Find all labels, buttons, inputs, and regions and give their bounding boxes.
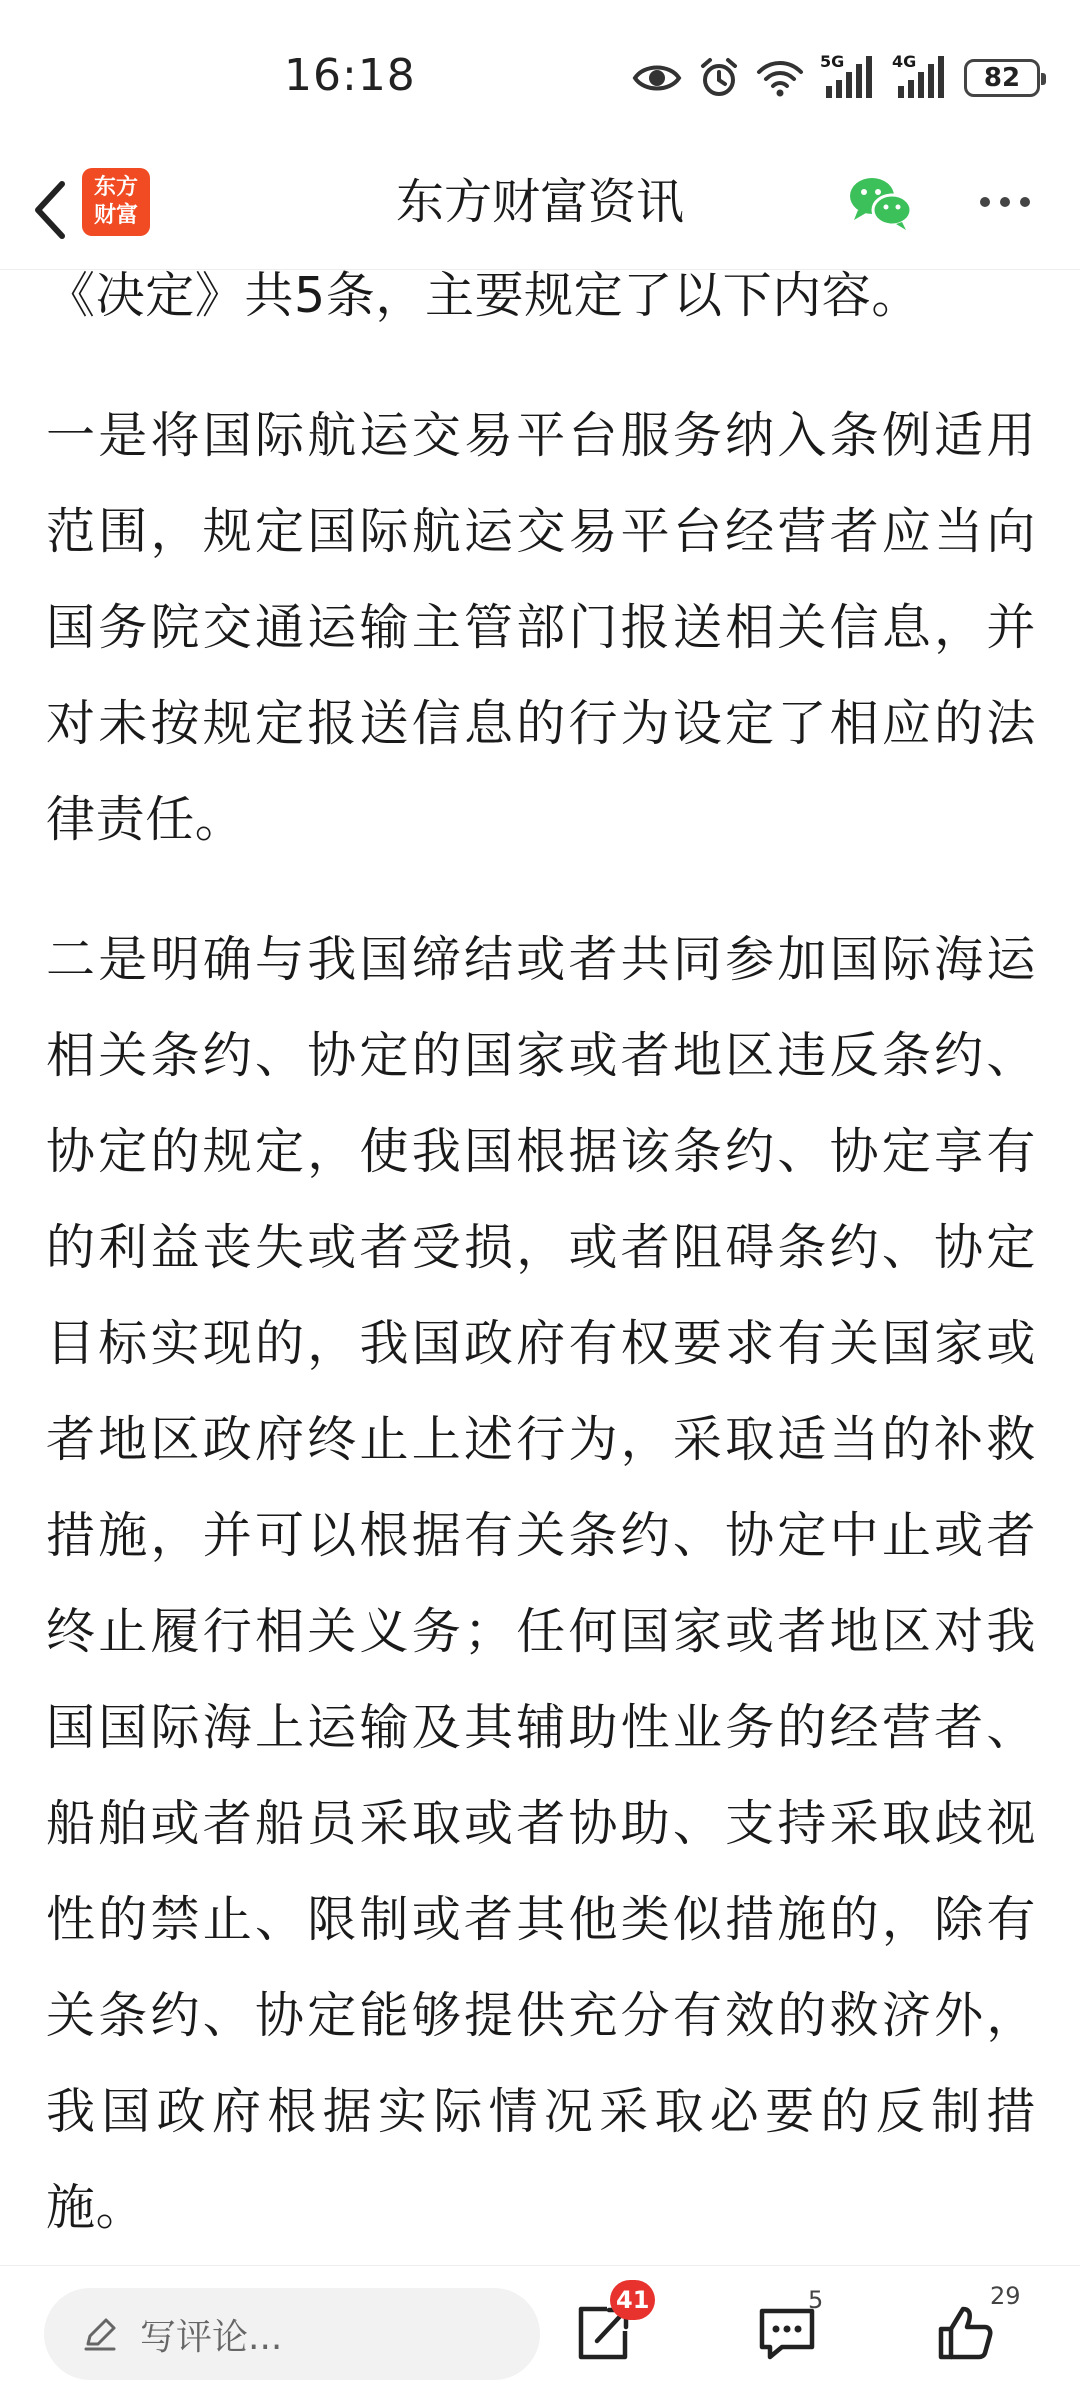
signal-4g [892, 52, 948, 100]
signal-5g [820, 52, 876, 100]
page-title: 东方财富资讯 [395, 174, 684, 230]
battery-level: 82 [983, 63, 1021, 93]
article-paragraph: 一是将国际航运交易平台服务纳入条例适用范围，规定国际航运交易平台经营者应当向国务院交通运输主管部门报送相关信息，并对未按规定报送信息的行为设定了相应的法律责任。 [46, 407, 1036, 848]
comment-count: 5 [808, 2286, 824, 2314]
share-button[interactable] [558, 2288, 648, 2378]
article-body [46, 270, 1036, 2265]
logo-line1: 东方 [93, 175, 138, 200]
share-count-badge: 41 [610, 2280, 655, 2320]
eye-icon [632, 60, 682, 96]
wifi-icon [756, 58, 804, 98]
back-arrow-icon [30, 180, 70, 240]
alarm-icon [698, 57, 740, 99]
network-label-5g: 5G [820, 52, 845, 71]
comment-placeholder: 写评论... [140, 2316, 283, 2358]
pencil-icon [82, 2316, 118, 2352]
status-time: 16:18 [284, 50, 416, 101]
app-logo[interactable] [82, 168, 150, 236]
network-label-4g: 4G [892, 52, 917, 71]
status-bar [0, 0, 1080, 150]
more-dots-icon[interactable] [970, 172, 1040, 232]
bottom-action-bar [0, 2265, 1080, 2400]
status-icons [632, 52, 1040, 104]
like-count: 29 [990, 2282, 1021, 2310]
wechat-icon [846, 172, 914, 232]
comments-button[interactable] [742, 2288, 832, 2378]
signal-icon [892, 56, 948, 100]
thumbs-up-icon [935, 2303, 995, 2363]
back-button[interactable] [20, 170, 80, 250]
article-paragraph: 《决定》共5条，主要规定了以下内容。 [46, 270, 921, 324]
signal-icon [820, 56, 876, 100]
logo-line2: 财富 [93, 203, 138, 228]
wechat-share-button[interactable] [846, 172, 914, 232]
like-button[interactable] [920, 2282, 1021, 2378]
app-header [0, 150, 1080, 270]
battery-icon [964, 59, 1040, 97]
comment-input[interactable] [44, 2288, 540, 2380]
article-paragraph: 二是明确与我国缔结或者共同参加国际海运相关条约、协定的国家或者地区违反条约、协定的规定，使我国根据该条约、协定享有的利益丧失或者受损，或者阻碍条约、协定目标实现的，我国政府有权要求有关国家或者地区政府终止上述行为，采取适当的补救措施，并可以根据有关条约、协定中止或者终止履行相关义务；任何国家或者地区对我国国际海上运输及其辅助性业务的经营者、船舶或者船员采取或者协助、支持采取歧视性的禁止、限制或者其他类似措施的，除有关条约、协定能够提供充分有效的救济外，我国政府根据实际情况采取必要的反制措施。 [46, 931, 1036, 2236]
